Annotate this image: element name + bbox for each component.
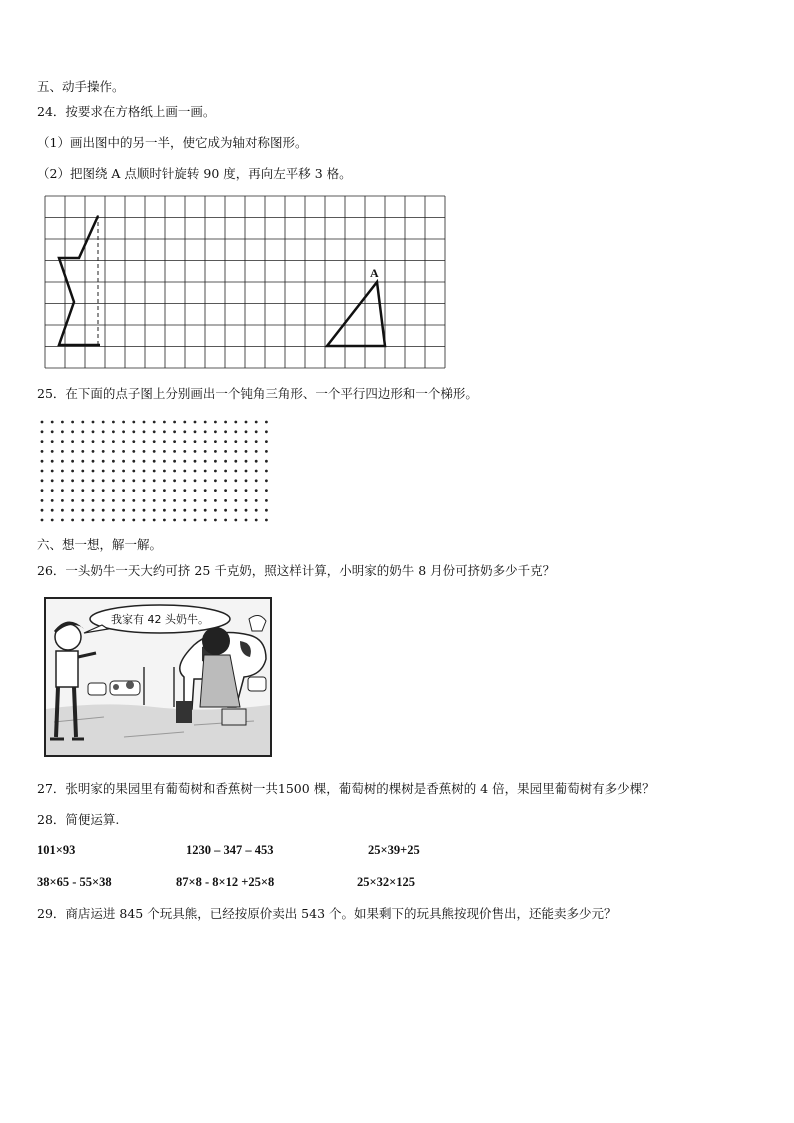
grid-dot	[132, 440, 135, 443]
grid-dot	[234, 430, 237, 433]
grid-dot	[194, 460, 197, 463]
grid-dot	[214, 460, 217, 463]
expression-6: 25×32×125	[357, 875, 415, 889]
grid-dot	[224, 499, 227, 502]
grid-dot	[102, 499, 105, 502]
grid-dot	[102, 479, 105, 482]
grid-dot	[122, 479, 125, 482]
grid-dot	[81, 519, 84, 522]
question-26-stem: 26．一头奶牛一天大约可挤 25 千克奶，照这样计算，小明家的奶牛 8 月份可挤奶多少千克？	[37, 563, 556, 578]
grid-dot	[132, 470, 135, 473]
grid-dot	[194, 499, 197, 502]
grid-dot	[41, 509, 44, 512]
grid-dot	[143, 460, 146, 463]
grid-dot	[163, 430, 166, 433]
grid-dot	[234, 440, 237, 443]
grid-dot	[92, 450, 95, 453]
grid-dot	[224, 479, 227, 482]
question-27-stem: 27．张明家的果园里有葡萄树和香蕉树一共1500 棵，葡萄树的棵树是香蕉树的 4 倍，果园里葡萄树有多少棵？	[37, 781, 655, 796]
grid-dot	[102, 519, 105, 522]
grid-dot	[214, 509, 217, 512]
grid-dot	[132, 509, 135, 512]
grid-dot	[255, 421, 258, 424]
section-5-title: 五、动手操作。	[37, 79, 125, 94]
expression-5: 87×8 - 8×12 +25×8	[176, 875, 275, 889]
grid-dot	[81, 430, 84, 433]
grid-dot	[61, 489, 64, 492]
expression-1: 101×93	[37, 843, 76, 857]
grid-dot	[81, 421, 84, 424]
grid-dot	[214, 479, 217, 482]
grid-dot	[234, 489, 237, 492]
grid-dot	[224, 519, 227, 522]
grid-dot	[41, 470, 44, 473]
expression-3: 25×39+25	[368, 843, 420, 857]
grid-dot	[183, 430, 186, 433]
triangle-figure	[327, 282, 385, 346]
grid-dot	[153, 460, 156, 463]
grid-dot	[61, 421, 64, 424]
grid-dot	[132, 430, 135, 433]
grid-dot	[61, 450, 64, 453]
grid-dot	[204, 519, 207, 522]
grid-dot	[173, 440, 176, 443]
grid-dot	[71, 489, 74, 492]
grid-dot	[234, 421, 237, 424]
grid-dot	[112, 499, 115, 502]
grid-paper	[44, 195, 448, 369]
grid-dot	[173, 421, 176, 424]
grid-dot	[51, 440, 54, 443]
grid-dot	[51, 499, 54, 502]
grid-dot	[102, 421, 105, 424]
grid-dot	[122, 470, 125, 473]
grid-dot	[204, 470, 207, 473]
grid-dot	[143, 479, 146, 482]
question-24-part-1: （1）画出图中的另一半，使它成为轴对称图形。	[37, 135, 308, 150]
grid-dot	[153, 421, 156, 424]
grid-dot	[41, 421, 44, 424]
grid-dot	[92, 470, 95, 473]
grid-dot	[143, 440, 146, 443]
grid-dot	[265, 509, 268, 512]
grid-dot	[204, 499, 207, 502]
grid-dot	[71, 499, 74, 502]
grid-dot	[194, 421, 197, 424]
grid-dot	[194, 519, 197, 522]
grid-dot	[183, 421, 186, 424]
grid-dot	[234, 509, 237, 512]
grid-dot	[153, 509, 156, 512]
grid-dot	[51, 470, 54, 473]
grid-dot	[112, 470, 115, 473]
grid-dot	[112, 489, 115, 492]
grid-dot	[194, 509, 197, 512]
grid-dot	[224, 509, 227, 512]
question-24-part-2: （2）把图绕 A 点顺时针旋转 90 度，再向左平移 3 格。	[37, 166, 352, 181]
grid-dot	[173, 450, 176, 453]
grid-dot	[41, 519, 44, 522]
grid-dot	[81, 499, 84, 502]
grid-dot	[51, 479, 54, 482]
grid-dot	[224, 470, 227, 473]
section-6-title: 六、想一想，解一解。	[37, 537, 163, 552]
grid-dot	[143, 489, 146, 492]
grid-dot	[163, 450, 166, 453]
grid-dot	[173, 509, 176, 512]
grid-dot	[245, 519, 248, 522]
grid-dot	[92, 499, 95, 502]
grid-dot	[143, 519, 146, 522]
grid-dot	[214, 489, 217, 492]
grid-dot	[224, 421, 227, 424]
grid-dot	[112, 460, 115, 463]
grid-dot	[245, 421, 248, 424]
grid-dot	[81, 479, 84, 482]
grid-dot	[234, 499, 237, 502]
grid-dot	[92, 479, 95, 482]
grid-dot	[255, 519, 258, 522]
grid-dot	[183, 499, 186, 502]
grid-dot	[92, 489, 95, 492]
grid-dot	[234, 479, 237, 482]
grid-dot	[102, 470, 105, 473]
grid-dot	[92, 460, 95, 463]
grid-dot	[204, 440, 207, 443]
grid-dot	[245, 479, 248, 482]
grid-dot	[183, 479, 186, 482]
grid-dot	[214, 470, 217, 473]
grid-dot	[265, 489, 268, 492]
grid-dot	[112, 519, 115, 522]
grid-dot	[265, 519, 268, 522]
grid-dot	[102, 509, 105, 512]
grid-dot	[92, 519, 95, 522]
grid-dot	[255, 509, 258, 512]
grid-dot	[214, 499, 217, 502]
grid-dot	[102, 430, 105, 433]
grid-dot	[61, 519, 64, 522]
grid-dot	[194, 440, 197, 443]
grid-dot	[122, 519, 125, 522]
grid-dot	[265, 440, 268, 443]
grid-dot	[183, 509, 186, 512]
grid-dot	[71, 421, 74, 424]
grid-dot	[163, 499, 166, 502]
grid-dot	[214, 440, 217, 443]
grid-dot	[102, 489, 105, 492]
expression-4: 38×65 - 55×38	[37, 875, 112, 889]
grid-dot	[51, 430, 54, 433]
expression-2: 1230 – 347 – 453	[186, 843, 274, 857]
grid-dot	[163, 421, 166, 424]
grid-dot	[163, 519, 166, 522]
grid-dot	[71, 509, 74, 512]
grid-dot	[61, 440, 64, 443]
grid-dot	[51, 509, 54, 512]
grid-dot	[112, 430, 115, 433]
grid-dot	[143, 421, 146, 424]
grid-dot	[234, 470, 237, 473]
grid-dot	[214, 421, 217, 424]
grid-dot	[204, 430, 207, 433]
grid-dot	[194, 450, 197, 453]
grid-dot	[143, 430, 146, 433]
grid-dot	[61, 479, 64, 482]
grid-dot	[214, 450, 217, 453]
grid-dot	[204, 460, 207, 463]
grid-dot	[173, 470, 176, 473]
grid-dot	[265, 470, 268, 473]
question-28-stem: 28．简便运算.	[37, 812, 120, 827]
grid-dot	[245, 460, 248, 463]
grid-dot	[194, 489, 197, 492]
grid-dot	[61, 460, 64, 463]
grid-dot	[41, 440, 44, 443]
grid-dot	[92, 440, 95, 443]
grid-dot	[81, 460, 84, 463]
grid-dot	[51, 489, 54, 492]
grid-dot	[183, 440, 186, 443]
grid-dot	[245, 489, 248, 492]
grid-dot	[112, 509, 115, 512]
grid-dot	[132, 489, 135, 492]
grid-dot	[143, 509, 146, 512]
grid-dot	[255, 489, 258, 492]
grid-dot	[41, 499, 44, 502]
grid-dot	[265, 499, 268, 502]
grid-dot	[255, 450, 258, 453]
grid-dot	[224, 430, 227, 433]
question-24-stem: 24．按要求在方格纸上画一画。	[37, 104, 216, 119]
grid-dot	[143, 499, 146, 502]
grid-dot	[61, 430, 64, 433]
grid-dot	[245, 509, 248, 512]
grid-dot	[153, 519, 156, 522]
grid-dot	[112, 479, 115, 482]
grid-dot	[71, 450, 74, 453]
grid-dot	[81, 489, 84, 492]
grid-dot	[92, 509, 95, 512]
grid-dot	[132, 519, 135, 522]
grid-dot	[122, 430, 125, 433]
grid-dot	[153, 470, 156, 473]
grid-dot	[183, 470, 186, 473]
grid-dot	[81, 470, 84, 473]
grid-dot	[132, 499, 135, 502]
grid-dot	[255, 479, 258, 482]
grid-dot	[122, 421, 125, 424]
grid-dot	[224, 450, 227, 453]
grid-dot	[51, 460, 54, 463]
question-25-stem: 25．在下面的点子图上分别画出一个钝角三角形、一个平行四边形和一个梯形。	[37, 386, 478, 401]
grid-dot	[153, 489, 156, 492]
grid-dot	[41, 460, 44, 463]
grid-dot	[51, 450, 54, 453]
grid-dot	[163, 460, 166, 463]
grid-dot	[163, 470, 166, 473]
grid-dot	[132, 450, 135, 453]
grid-dot	[173, 479, 176, 482]
grid-dot	[173, 519, 176, 522]
speech-bubble-text: 我家有 42 头奶牛。	[111, 613, 209, 626]
grid-dot	[183, 450, 186, 453]
point-a-label: A	[370, 266, 379, 280]
grid-dot	[112, 450, 115, 453]
grid-dot	[265, 479, 268, 482]
grid-dot	[112, 440, 115, 443]
grid-dot	[132, 421, 135, 424]
grid-dot	[194, 479, 197, 482]
grid-dot	[173, 489, 176, 492]
grid-dot	[204, 479, 207, 482]
grid-dot	[245, 440, 248, 443]
grid-dot	[224, 489, 227, 492]
grid-dot	[81, 509, 84, 512]
question-29-stem: 29．商店运进 845 个玩具熊，已经按原价卖出 543 个。如果剩下的玩具熊按现价售出，还能卖多少元？	[37, 906, 617, 921]
grid-dot	[234, 460, 237, 463]
grid-dot	[92, 421, 95, 424]
grid-dot	[153, 430, 156, 433]
grid-dot	[143, 450, 146, 453]
grid-dot	[255, 460, 258, 463]
grid-dot	[112, 421, 115, 424]
farm-cartoon-illustration	[44, 597, 272, 757]
grid-dot	[214, 519, 217, 522]
grid-dot	[122, 450, 125, 453]
grid-dot	[61, 499, 64, 502]
grid-dot	[255, 499, 258, 502]
grid-dot	[214, 430, 217, 433]
grid-dot	[183, 489, 186, 492]
grid-dot	[194, 430, 197, 433]
grid-dot	[255, 440, 258, 443]
grid-dot	[61, 509, 64, 512]
grid-dot	[51, 519, 54, 522]
grid-dot	[265, 460, 268, 463]
grid-dot	[234, 450, 237, 453]
grid-dot	[173, 460, 176, 463]
grid-dot	[71, 479, 74, 482]
grid-dot	[122, 460, 125, 463]
grid-dot	[102, 440, 105, 443]
grid-dot	[41, 479, 44, 482]
grid-dot	[224, 460, 227, 463]
grid-dot	[173, 499, 176, 502]
grid-dot	[153, 450, 156, 453]
grid-dot	[51, 421, 54, 424]
grid-dot	[204, 450, 207, 453]
grid-dot	[163, 489, 166, 492]
grid-dot	[255, 470, 258, 473]
grid-dot	[71, 440, 74, 443]
grid-dot	[163, 440, 166, 443]
grid-dot	[173, 430, 176, 433]
grid-dot	[41, 430, 44, 433]
grid-dot	[204, 421, 207, 424]
grid-dot	[224, 440, 227, 443]
grid-dot	[245, 450, 248, 453]
grid-dot	[265, 421, 268, 424]
grid-dot	[41, 450, 44, 453]
grid-dot	[122, 440, 125, 443]
grid-dot	[122, 509, 125, 512]
grid-dot	[204, 509, 207, 512]
grid-dot	[163, 479, 166, 482]
grid-dot	[183, 460, 186, 463]
grid-dot	[71, 460, 74, 463]
grid-dot	[92, 430, 95, 433]
grid-dot	[234, 519, 237, 522]
grid-dot	[194, 470, 197, 473]
grid-dot	[102, 450, 105, 453]
grid-dot	[153, 499, 156, 502]
grid-dot	[81, 440, 84, 443]
grid-dot	[183, 519, 186, 522]
grid-dot	[71, 519, 74, 522]
grid-dot	[81, 450, 84, 453]
grid-dot	[71, 430, 74, 433]
grid-dot	[132, 479, 135, 482]
grid-dot	[255, 430, 258, 433]
grid-dot	[265, 430, 268, 433]
grid-dot	[265, 450, 268, 453]
grid-dot	[245, 430, 248, 433]
grid-dot	[204, 489, 207, 492]
grid-dot	[153, 479, 156, 482]
grid-dot	[122, 489, 125, 492]
grid-dot	[102, 460, 105, 463]
grid-dot	[122, 499, 125, 502]
grid-dot	[245, 499, 248, 502]
dot-grid	[38, 418, 272, 526]
grid-dot	[41, 489, 44, 492]
grid-dot	[163, 509, 166, 512]
grid-dot	[61, 470, 64, 473]
grid-dot	[245, 470, 248, 473]
grid-dot	[71, 470, 74, 473]
grid-dot	[132, 460, 135, 463]
grid-dot	[143, 470, 146, 473]
grid-dot	[153, 440, 156, 443]
